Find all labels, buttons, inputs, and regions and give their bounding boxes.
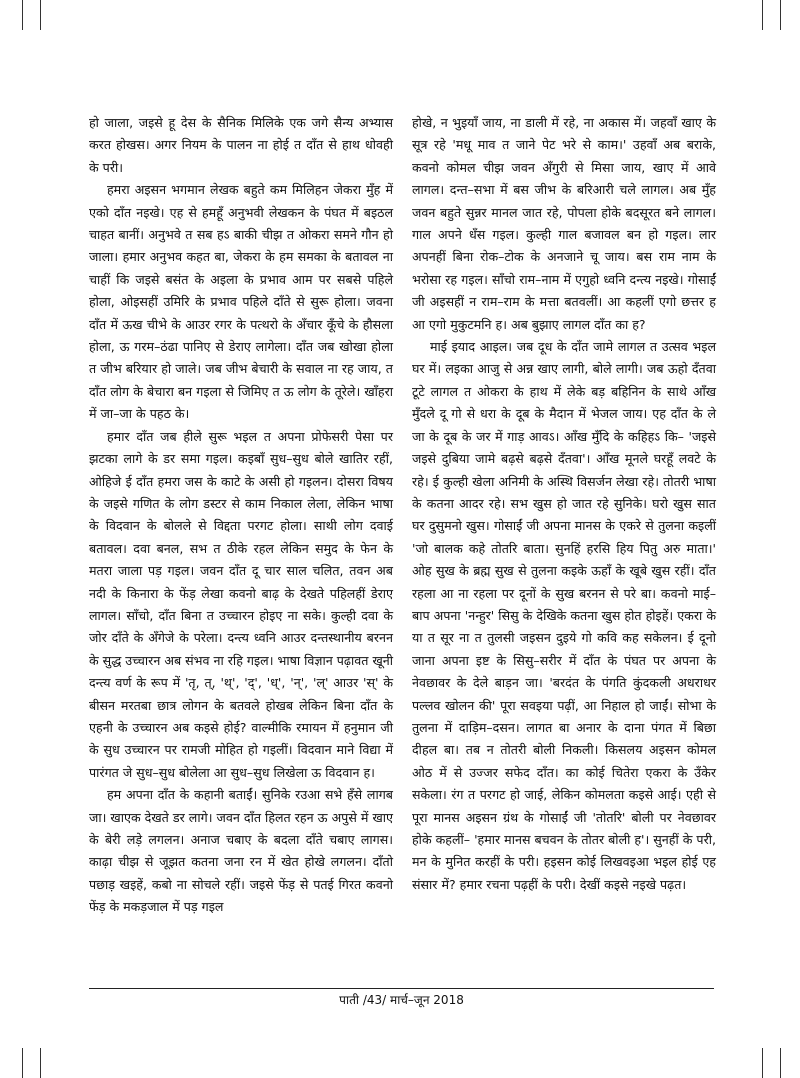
crop-mark-bottom-right	[762, 1048, 763, 1078]
paragraph: हमरा अइसन भगमान लेखक बहुते कम मिलिहन जेकरा मुँह में एको दाँत नइखे। एह से हमहूँ अनुभवी लेखकन के पंघत में बइठल चाहत बानीं। अनुभवे त सब हऽ बाकी चीझ त ओकरा समने गौन हो जाला। हमार अनुभव कहत बा, जेकरा के हम समका के बतावल ना चाहीं कि जइसे बसंत के अइला के प्रभाव आम पर सबसे पहिले होला, ओइसहीं उमिरि के प्रभाव पहिले दाँते से सुरू होला। जवना दाँत में ऊख चीभे के आउर रगर के पत्थरो के अँचार कूँचे के हौसला होला, ऊ गरम–ठंढा पानिए से डेराए लागेला। दाँत जब खोखा होला त जीभ बरियार हो जाले। जब जीभ बेचारी के सवाल ना रह जाय, त दाँत लोग के बेचारा बन गइला से जिमिए त ऊ लोग के तूरेले। खाँहरा में जा–जा के पहठ के।	[89, 182, 393, 422]
crop-mark-bottom-left	[22, 1048, 23, 1078]
page-folio: पाती /43/ मार्च–जून 2018	[339, 993, 464, 1007]
crop-mark-bottom-left	[40, 1048, 41, 1078]
crop-mark-top-left	[40, 0, 41, 30]
paragraph: हमार दाँत जब हीले सुरू भइल त अपना प्रोफेसरी पेसा पर झटका लागे के डर समा गइल। कइबाँ सुध–सुध बोले खातिर रहीं, ओहिजे ई दाँत हमरा जस के काटे के असी हो गइलन। दोसरा विषय के जइसे गणित के लोग डस्टर से काम निकाल लेला, लेकिन भाषा के विदवान के बोलले से विद्दता परगट होला। साथी लोग दवाई बतावल। दवा बनल, सभ त ठीके रहल लेकिन समुद के फेन के मतरा जाला पड़ गइल। जवन दाँत दू चार साल चलित, तवन अब नदी के किनारा के फेंड़ लेखा कवनो बाढ़ के देखते पहिलहीं डेराए लागल। साँचो, दाँत बिना त उच्चारन होइए ना सके। कुल्ही दवा के जोर दाँते के अँगेजे के परेला। दन्त्य ध्वनि आउर दन्तस्थानीय बरनन के सुद्ध उच्चारन अब संभव ना रहि गइल। भाषा विज्ञान पढ़ावत खूनी दन्त्य वर्ण के रूप में 'तृ, त्, 'थ्', 'द्', 'ध्', 'न्', 'ल्' आउर 'स्' के बीसन मरतबा छात्र लोगन के बतवले होखब लेकिन बिना दाँत के एहनी के उच्चारन अब कइसे होई? वाल्मीकि रमायन में हनुमान जी के सुध उच्चारन पर रामजी मोहित हो गइलीं। विदवान माने विद्या में पारंगत जे सुध–सुध बोलेला आ सुध–सुध लिखेला ऊ विदवान ह।	[89, 428, 393, 780]
left-column	[89, 112, 393, 919]
crop-mark-top-left	[22, 0, 23, 30]
paragraph: हो जाला, जइसे हू देस के सैनिक मिलिके एक जगे सैन्य अभ्यास करत होखस। अगर नियम के पालन ना होई त दाँत से हाथ धोवही के परी।	[89, 115, 393, 175]
right-column	[412, 112, 716, 896]
paragraph: हम अपना दाँत के कहानी बताईं। सुनिके रउआ सभे हँसे लागब जा। खाएक देखते डर लागे। जवन दाँत हिलत रहन ऊ अपुसे में खाए के बेरी लड़े लगलन। अनाज चबाए के बदला दाँते चबाए लागस। काढ़ा चीझ से जूझत कतना जना रन में खेत होखे लगलन। दाँतो पछाड़ खइहें, कबो ना सोचले रहीं। जइसे फेंड़ से पतई गिरत कवनो फेंड़ के मकड़जाल में पड़ गइल	[89, 787, 393, 915]
crop-mark-top-right	[762, 0, 763, 30]
paragraph: होखे, न भुइयाँ जाय, ना डाली में रहे, ना अकास में। जहवाँ खाए के सूत्र रहे 'मधू माव त जाने पेट भरे से काम।' उहवाँ अब बराके, कवनो कोमल चीझ जवन अँगुरी से मिसा जाय, खाए में आवे लागल। दन्त–सभा में बस जीभ के बरिआरी चले लागल। अब मुँह जवन बहुते सुन्नर मानल जात रहे, पोपला होके बदसूरत बने लागल। गाल अपने धँस गइल। कुल्ही गाल बजावल बन हो गइल। लार अपनहीं बिना रोक–टोक के अनजाने चू जाय। बस राम नाम के भरोसा रह गइल। साँचो राम–नाम में एगुहो ध्वनि दन्त्य नइखे। गोसाईं जी अइसहीं न राम–राम के मत्ता बतवलीं। आ कहलीं एगो छत्तर ह आ एगो मुकुटमनि ह। अब बुझाए लागल दाँत का ह?	[412, 115, 716, 332]
paragraph: माई इयाद आइल। जब दूध के दाँत जामे लागल त उत्सव भइल घर में। लइका आजु से अन्न खाए लागी, बोले लागी। जब ऊहो दँतवा टूटे लागल त ओकरा के हाथ में लेके बड़ बहिनिन के साथे आँख मुँदले दू गो से धरा के दूब के मैदान में भेजल जाय। एह दाँत के ले जा के दूब के जर में गाड़ आवऽ। आँख मुँदि के कहिहऽ कि– 'जइसे जइसे दुबिया जामे बढ़से बढ़से दँतवा'। आँख मूनले घरहूँ लवटे के रहे। ई कुल्ही खेला अनिमी के अस्थि विसर्जन लेखा रहे। तोतरी भाषा के कतना आदर रहे। सभ खुस हो जात रहे सुनिके। घरो खुस सात घर दुसुमनो खुस। गोसाईं जी अपना मानस के एकरे से तुलना कइलीं 'जो बालक कहे तोतरि बाता। सुनहिं हरसि हिय पितु अरु माता।' ओह सुख के ब्रह्म सुख से तुलना कइके ऊहाँ के खूबे खुस रहीं। दाँत रहला आ ना रहला पर दूनों के सुख बरनन से परे बा। कवनो माई–बाप अपना 'नन्हुर' सिसु के देखिके कतना खुस होत होइहें। एकरा के या त सूर ना त तुलसी जइसन दुइये गो कवि कह सकेलन। ई दूनो जाना अपना इष्ट के सिसु–सरीर में दाँत के पंघत पर अपना के नेवछावर के देले बाड़न जा। 'बरदंत के पंगति कुंदकली अधराधर पल्लव खोलन की' पूरा सवइया पढ़ीं, आ निहाल हो जाईं। सोभा के तुलना में दाड़िम–दसन। लागत बा अनार के दाना पंगत में बिछा दीहल बा। तब न तोतरी बोली निकली। किसलय अइसन कोमल ओठ में से उज्जर सफेद दाँत। का कोई चितेरा एकरा के उँकेर सकेला। रंग त परगट हो जाई, लेकिन कोमलता कइसे आई। एही से पूरा मानस अइसन ग्रंथ के गोसाईं जी 'तोतरि' बोली पर नेवछावर होके कहलीं– 'हमार मानस बचवन के तोतर बोली ह'। सुनहीं के परी, मन के मुनित करहीं के परी। हइसन कोई लिखवइआ भइल होई एह संसार में? हमार रचना पढ़हीं के परी। देखीं कइसे नइखे पढ़त।	[412, 339, 716, 892]
crop-mark-bottom-right	[780, 1048, 781, 1078]
crop-mark-top-right	[780, 0, 781, 30]
footer-rule	[89, 988, 714, 989]
